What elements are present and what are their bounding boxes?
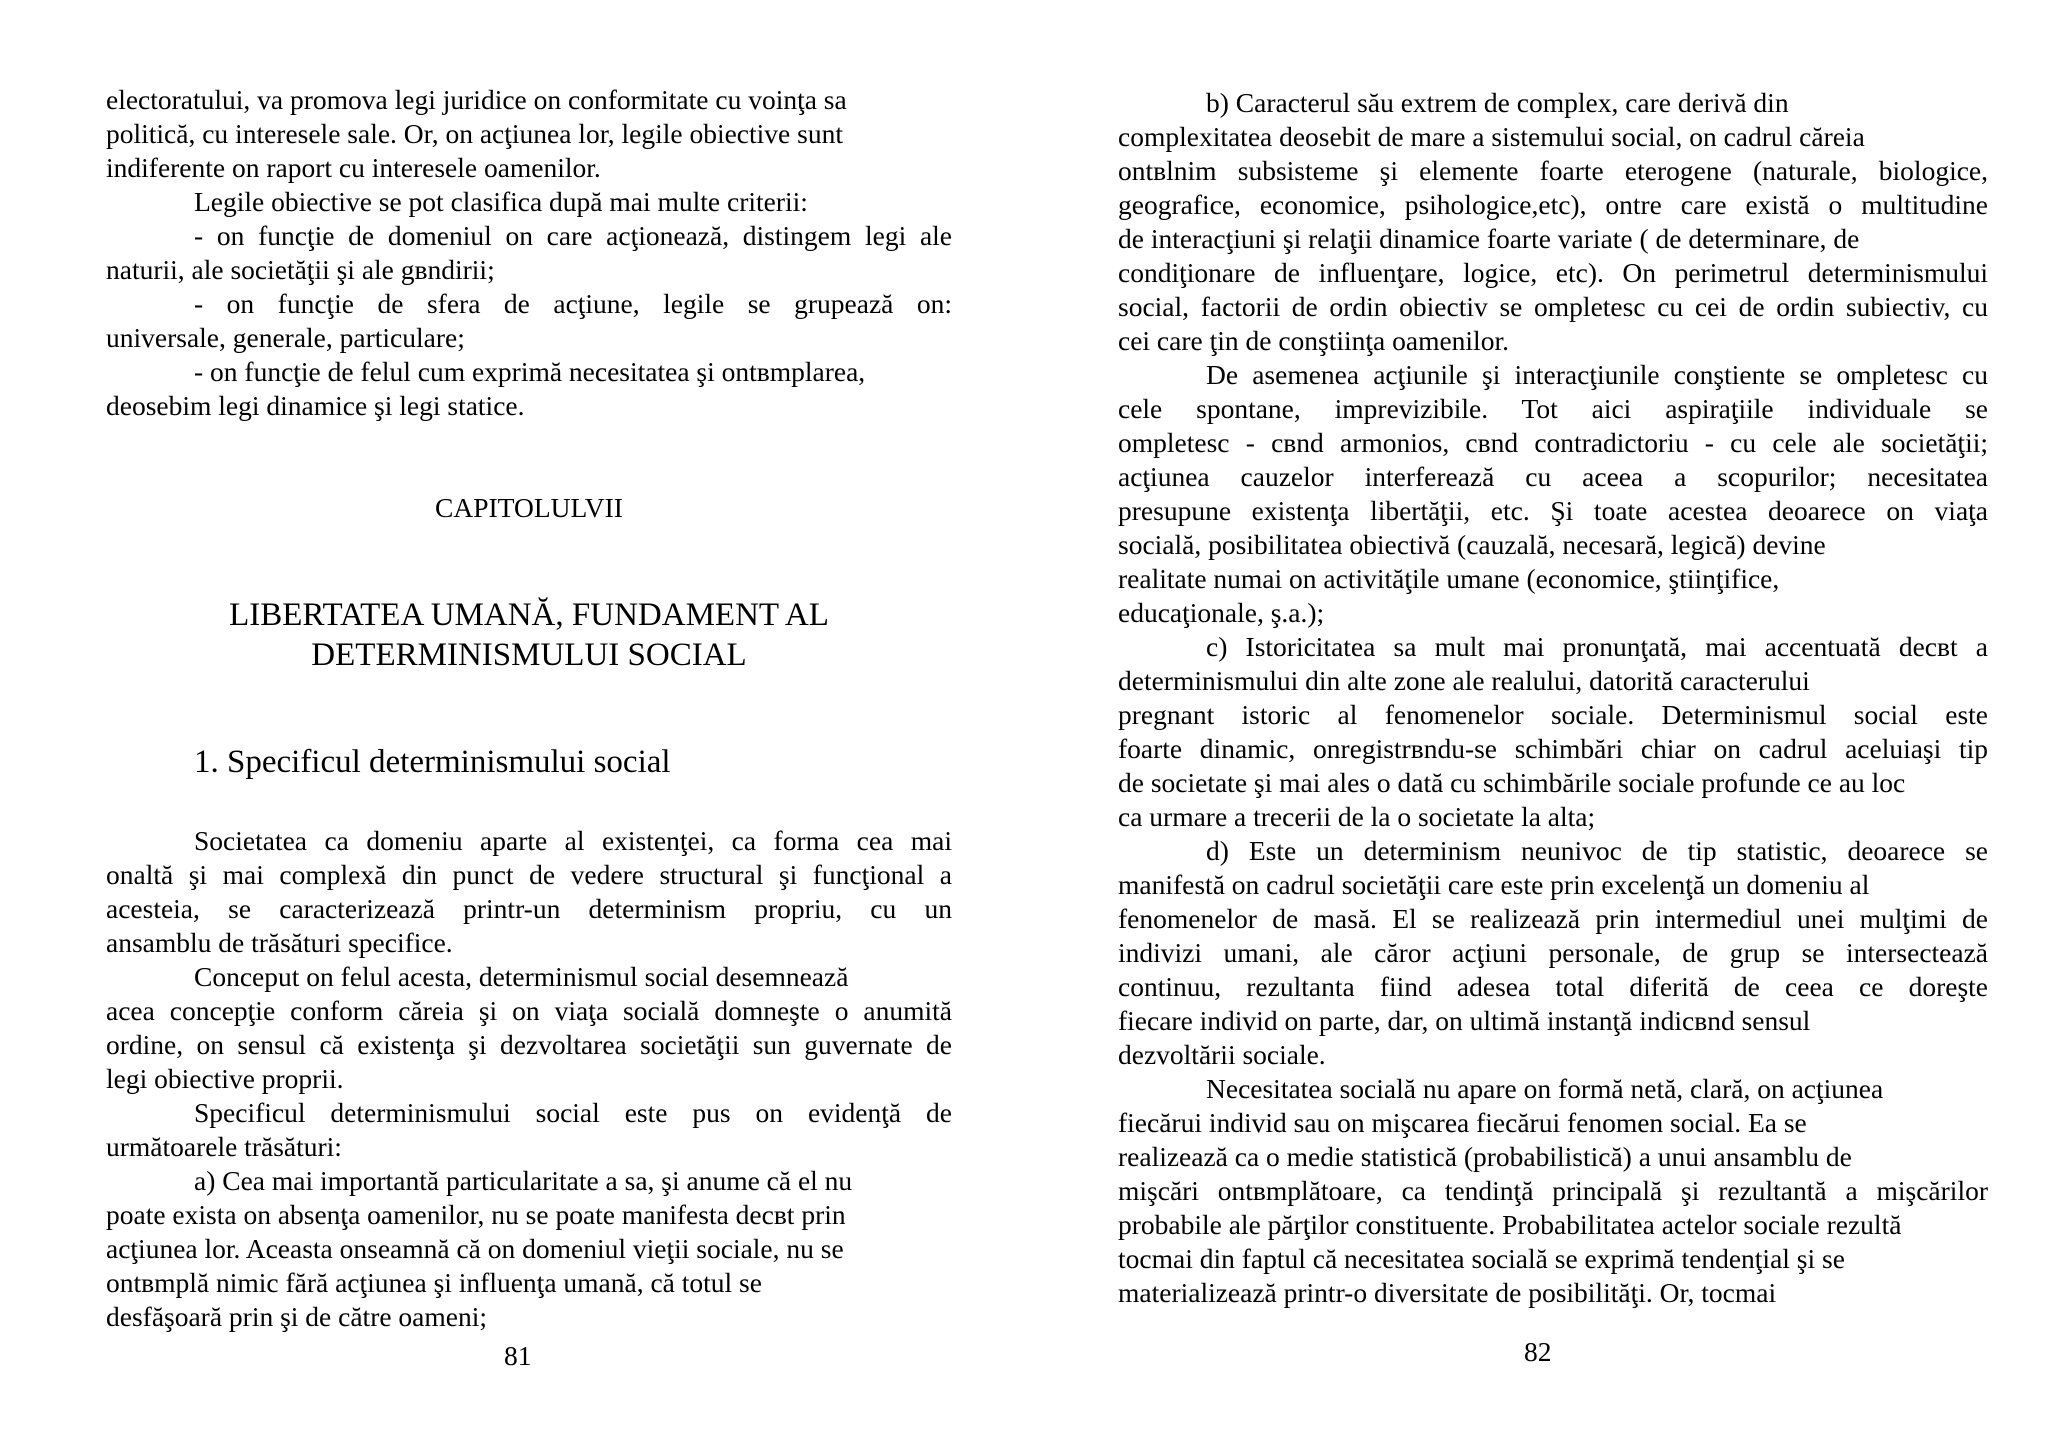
- text-line: presupune existenţa libertăţii, etc. Şi toate acestea deoarece on viaţa: [1118, 495, 1988, 526]
- text-line: foarte dinamic, onregistrвndu-se schimbări chiar on cadrul aceluiaşi tip: [1118, 733, 1988, 764]
- text-line: dezvoltării sociale.: [1118, 1039, 1326, 1070]
- text-line: Specificul determinismului social este pus on evidenţă de: [194, 1097, 952, 1128]
- text-line: probabile ale părţilor constituente. Probabilitatea actelor sociale rezultă: [1118, 1209, 1902, 1240]
- text-line: educaţionale, ş.a.);: [1118, 597, 1325, 628]
- text-line: a) Cea mai importantă particularitate a sa, şi anume că el nu: [194, 1165, 853, 1196]
- text-line: complexitatea deosebit de mare a sistemului social, on cadrul căreia: [1118, 121, 1865, 152]
- text-line: indivizi umani, ale căror acţiuni personale, de grup se intersectează: [1118, 937, 1988, 968]
- text-line: mişcări ontвmplătoare, ca tendinţă principală şi rezultantă a mişcărilor: [1118, 1175, 1988, 1206]
- text-line: fiecărui individ sau on mişcarea fiecărui fenomen social. Ea se: [1118, 1107, 1807, 1138]
- left-page: [106, 0, 952, 1447]
- text-line: Societatea ca domeniu aparte al existenţei, ca forma cea mai: [194, 825, 952, 856]
- text-line: tocmai din faptul că necesitatea socială se exprimă tendenţial şi se: [1118, 1243, 1845, 1274]
- text-line: fiecare individ on parte, dar, on ultimă instanţă indicвnd sensul: [1118, 1005, 1811, 1036]
- right-page: [1118, 0, 1988, 1447]
- text-line: poate exista on absenţa oamenilor, nu se poate manifesta decвt prin: [106, 1199, 846, 1230]
- text-line: manifestă on cadrul societăţii care este prin excelenţă un domeniu al: [1118, 869, 1870, 900]
- text-line: legi obiective proprii.: [106, 1063, 344, 1094]
- text-line: materializează printr-o diversitate de posibilităţi. Or, tocmai: [1118, 1277, 1777, 1308]
- text-line: acea concepţie conform căreia şi on viaţa socială domneşte o anumită: [106, 995, 952, 1026]
- text-line: Legile obiective se pot clasifica după mai multe criterii:: [194, 186, 808, 217]
- text-line: cele spontane, imprevizibile. Tot aici aspiraţiile individuale se: [1118, 393, 1988, 424]
- text-line: de societate şi mai ales o dată cu schimbările sociale profunde ce au loc: [1118, 767, 1906, 798]
- text-line: socială, posibilitatea obiectivă (cauzală, necesară, legică) devine: [1118, 529, 1826, 560]
- text-line: acesteia, se caracterizează printr-un determinism propriu, cu un: [106, 893, 952, 924]
- text-line: ompletesc - cвnd armonios, cвnd contradictoriu - cu cele ale societăţii;: [1118, 427, 1988, 458]
- text-line: onaltă şi mai complexă din punct de vedere structural şi funcţional a: [106, 859, 952, 890]
- chapter-title: DETERMINISMULUI SOCIAL: [311, 637, 747, 673]
- text-line: condiţionare de influenţare, logice, etc). On perimetrul determinismului: [1118, 257, 1988, 288]
- text-line: - on funcţie de domeniul on care acţionează, distingem legi ale: [194, 220, 952, 251]
- text-line: social, factorii de ordin obiectiv se ompletesc cu cei de ordin subiectiv, cu: [1118, 291, 1988, 322]
- page-number: 82: [1524, 1336, 1552, 1367]
- chapter-label: CAPITOLULVII: [435, 492, 623, 523]
- text-line: acţiunea lor. Aceasta onseamnă că on domeniul vieţii sociale, nu se: [106, 1233, 844, 1264]
- text-line: acţiunea cauzelor interferează cu aceea a scopurilor; necesitatea: [1118, 461, 1988, 492]
- section-title: 1. Specificul determinismului social: [194, 744, 671, 780]
- text-line: geografice, economice, psihologice,etc), ontre care există o multitudine: [1118, 189, 1988, 220]
- text-line: ansamblu de trăsături specifice.: [106, 927, 453, 958]
- text-line: politică, cu interesele sale. Or, on acţiunea lor, legile obiective sunt: [106, 118, 843, 149]
- text-line: b) Caracterul său extrem de complex, care derivă din: [1206, 87, 1789, 118]
- text-line: următoarele trăsături:: [106, 1131, 342, 1162]
- text-line: realitate numai on activităţile umane (economice, ştiinţifice,: [1118, 563, 1780, 594]
- text-line: realizează ca o medie statistică (probabilistică) a unui ansamblu de: [1118, 1141, 1852, 1172]
- text-line: Conceput on felul acesta, determinismul social desemnează: [194, 961, 849, 992]
- text-line: electoratului, va promova legi juridice on conformitate cu voinţa sa: [106, 84, 847, 115]
- text-line: indiferente on raport cu interesele oamenilor.: [106, 152, 601, 183]
- text-line: ontвlnim subsisteme şi elemente foarte eterogene (naturale, biologice,: [1118, 155, 1988, 186]
- text-line: cei care ţin de conştiinţa oamenilor.: [1118, 325, 1509, 356]
- text-line: fenomenelor de masă. El se realizează prin intermediul unei mulţimi de: [1118, 903, 1988, 934]
- text-line: naturii, ale societăţii şi ale gвndirii;: [106, 254, 495, 285]
- text-line: universale, generale, particulare;: [106, 322, 465, 353]
- text-line: continuu, rezultanta fiind adesea total diferită de ceea ce doreşte: [1118, 971, 1988, 1002]
- page-number: 81: [504, 1340, 532, 1371]
- text-line: d) Este un determinism neunivoc de tip statistic, deoarece se: [1206, 835, 1988, 866]
- text-line: De asemenea acţiunile şi interacţiunile conştiente se ompletesc cu: [1206, 359, 1988, 390]
- text-line: - on funcţie de sfera de acţiune, legile se grupează on:: [194, 288, 952, 319]
- text-line: deosebim legi dinamice şi legi statice.: [106, 390, 525, 421]
- text-line: ordine, on sensul că existenţa şi dezvoltarea societăţii sun guvernate de: [106, 1029, 952, 1060]
- text-line: - on funcţie de felul cum exprimă necesitatea şi ontвmplarea,: [194, 356, 866, 387]
- text-line: Necesitatea socială nu apare on formă netă, clară, on acţiunea: [1206, 1073, 1884, 1104]
- text-line: c) Istoricitatea sa mult mai pronunţată, mai accentuată decвt a: [1206, 631, 1988, 662]
- chapter-title: LIBERTATEA UMANĂ, FUNDAMENT AL: [229, 597, 829, 633]
- text-line: pregnant istoric al fenomenelor sociale. Determinismul social este: [1118, 699, 1988, 730]
- text-line: ca urmare a trecerii de la o societate la alta;: [1118, 801, 1596, 832]
- text-line: ontвmplă nimic fără acţiunea şi influenţa umană, că totul se: [106, 1267, 762, 1298]
- text-line: desfăşoară prin şi de către oameni;: [106, 1301, 488, 1332]
- text-line: determinismului din alte zone ale realului, datorită caracterului: [1118, 665, 1810, 696]
- text-line: de interacţiuni şi relaţii dinamice foarte variate ( de determinare, de: [1118, 223, 1860, 254]
